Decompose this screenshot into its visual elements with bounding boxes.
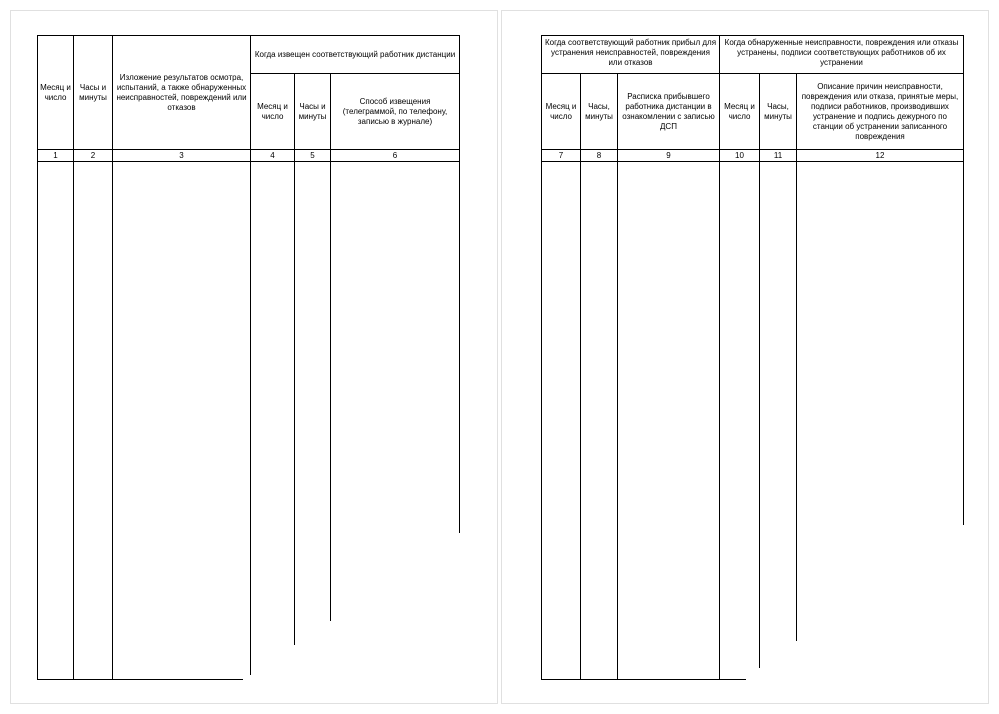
number-row-border <box>37 161 460 162</box>
header-col-2: Часы и минуты <box>79 82 107 102</box>
header-col-7: Месяц и число <box>545 101 577 121</box>
header-col-5: Часы и минуты <box>298 101 327 121</box>
header-col-6: Способ извещения (телеграммой, по телефону, записью в журнале) <box>342 96 448 126</box>
header-col-3: Изложение результатов осмотра, испытаний, а также обнаруженных неисправностей, повреждений или отказов <box>116 72 247 112</box>
col-line-1 <box>580 73 581 680</box>
header-col-4: Месяц и число <box>257 101 288 121</box>
col-number-3: 3 <box>179 150 184 160</box>
journal-page-right <box>501 10 989 704</box>
journal-page-left <box>10 10 498 704</box>
header-col-10: Месяц и число <box>724 101 755 121</box>
header-col-12: Описание причин неисправности, повреждения или отказа, принятые меры, подписи работников, производивших устранение и подпись дежурного по станции об устранении записанного повреждения <box>801 81 959 141</box>
col-number-5: 5 <box>310 150 315 160</box>
col-number-10: 10 <box>735 150 744 160</box>
col-line-4 <box>759 73 760 668</box>
col-line-2 <box>617 73 618 680</box>
header-group-fixed: Когда обнаруженные неисправности, повреждения или отказы устранены, подписи соответствующих работников об их устранении <box>724 38 959 67</box>
header-group-notified: Когда извещен соответствующий работник дистанции <box>254 49 456 59</box>
col-number-8: 8 <box>596 150 602 160</box>
col-number-1: 1 <box>53 150 58 160</box>
header-col-9: Расписка прибывшего работника дистанции в ознакомлении с записью ДСП <box>622 91 715 131</box>
header-col-11: Часы, минуты <box>764 101 792 121</box>
col-number-9: 9 <box>666 150 671 160</box>
number-row-border <box>541 161 963 162</box>
col-number-12: 12 <box>875 150 885 160</box>
col-number-6: 6 <box>392 150 398 160</box>
col-number-7: 7 <box>558 150 564 160</box>
col-number-11: 11 <box>773 150 783 160</box>
table-bottom-border <box>37 679 243 680</box>
header-col-8: Часы, минуты <box>585 101 613 121</box>
header-col-1: Месяц и число <box>40 82 71 102</box>
col-number-2: 2 <box>90 150 96 160</box>
col-line-6 <box>963 35 964 525</box>
col-number-4: 4 <box>270 150 275 160</box>
table-bottom-border <box>541 679 746 680</box>
header-group-arrived: Когда соответствующий работник прибыл для устранения неисправностей, повреждения или отказов <box>544 38 717 67</box>
col-line-6 <box>459 35 460 533</box>
